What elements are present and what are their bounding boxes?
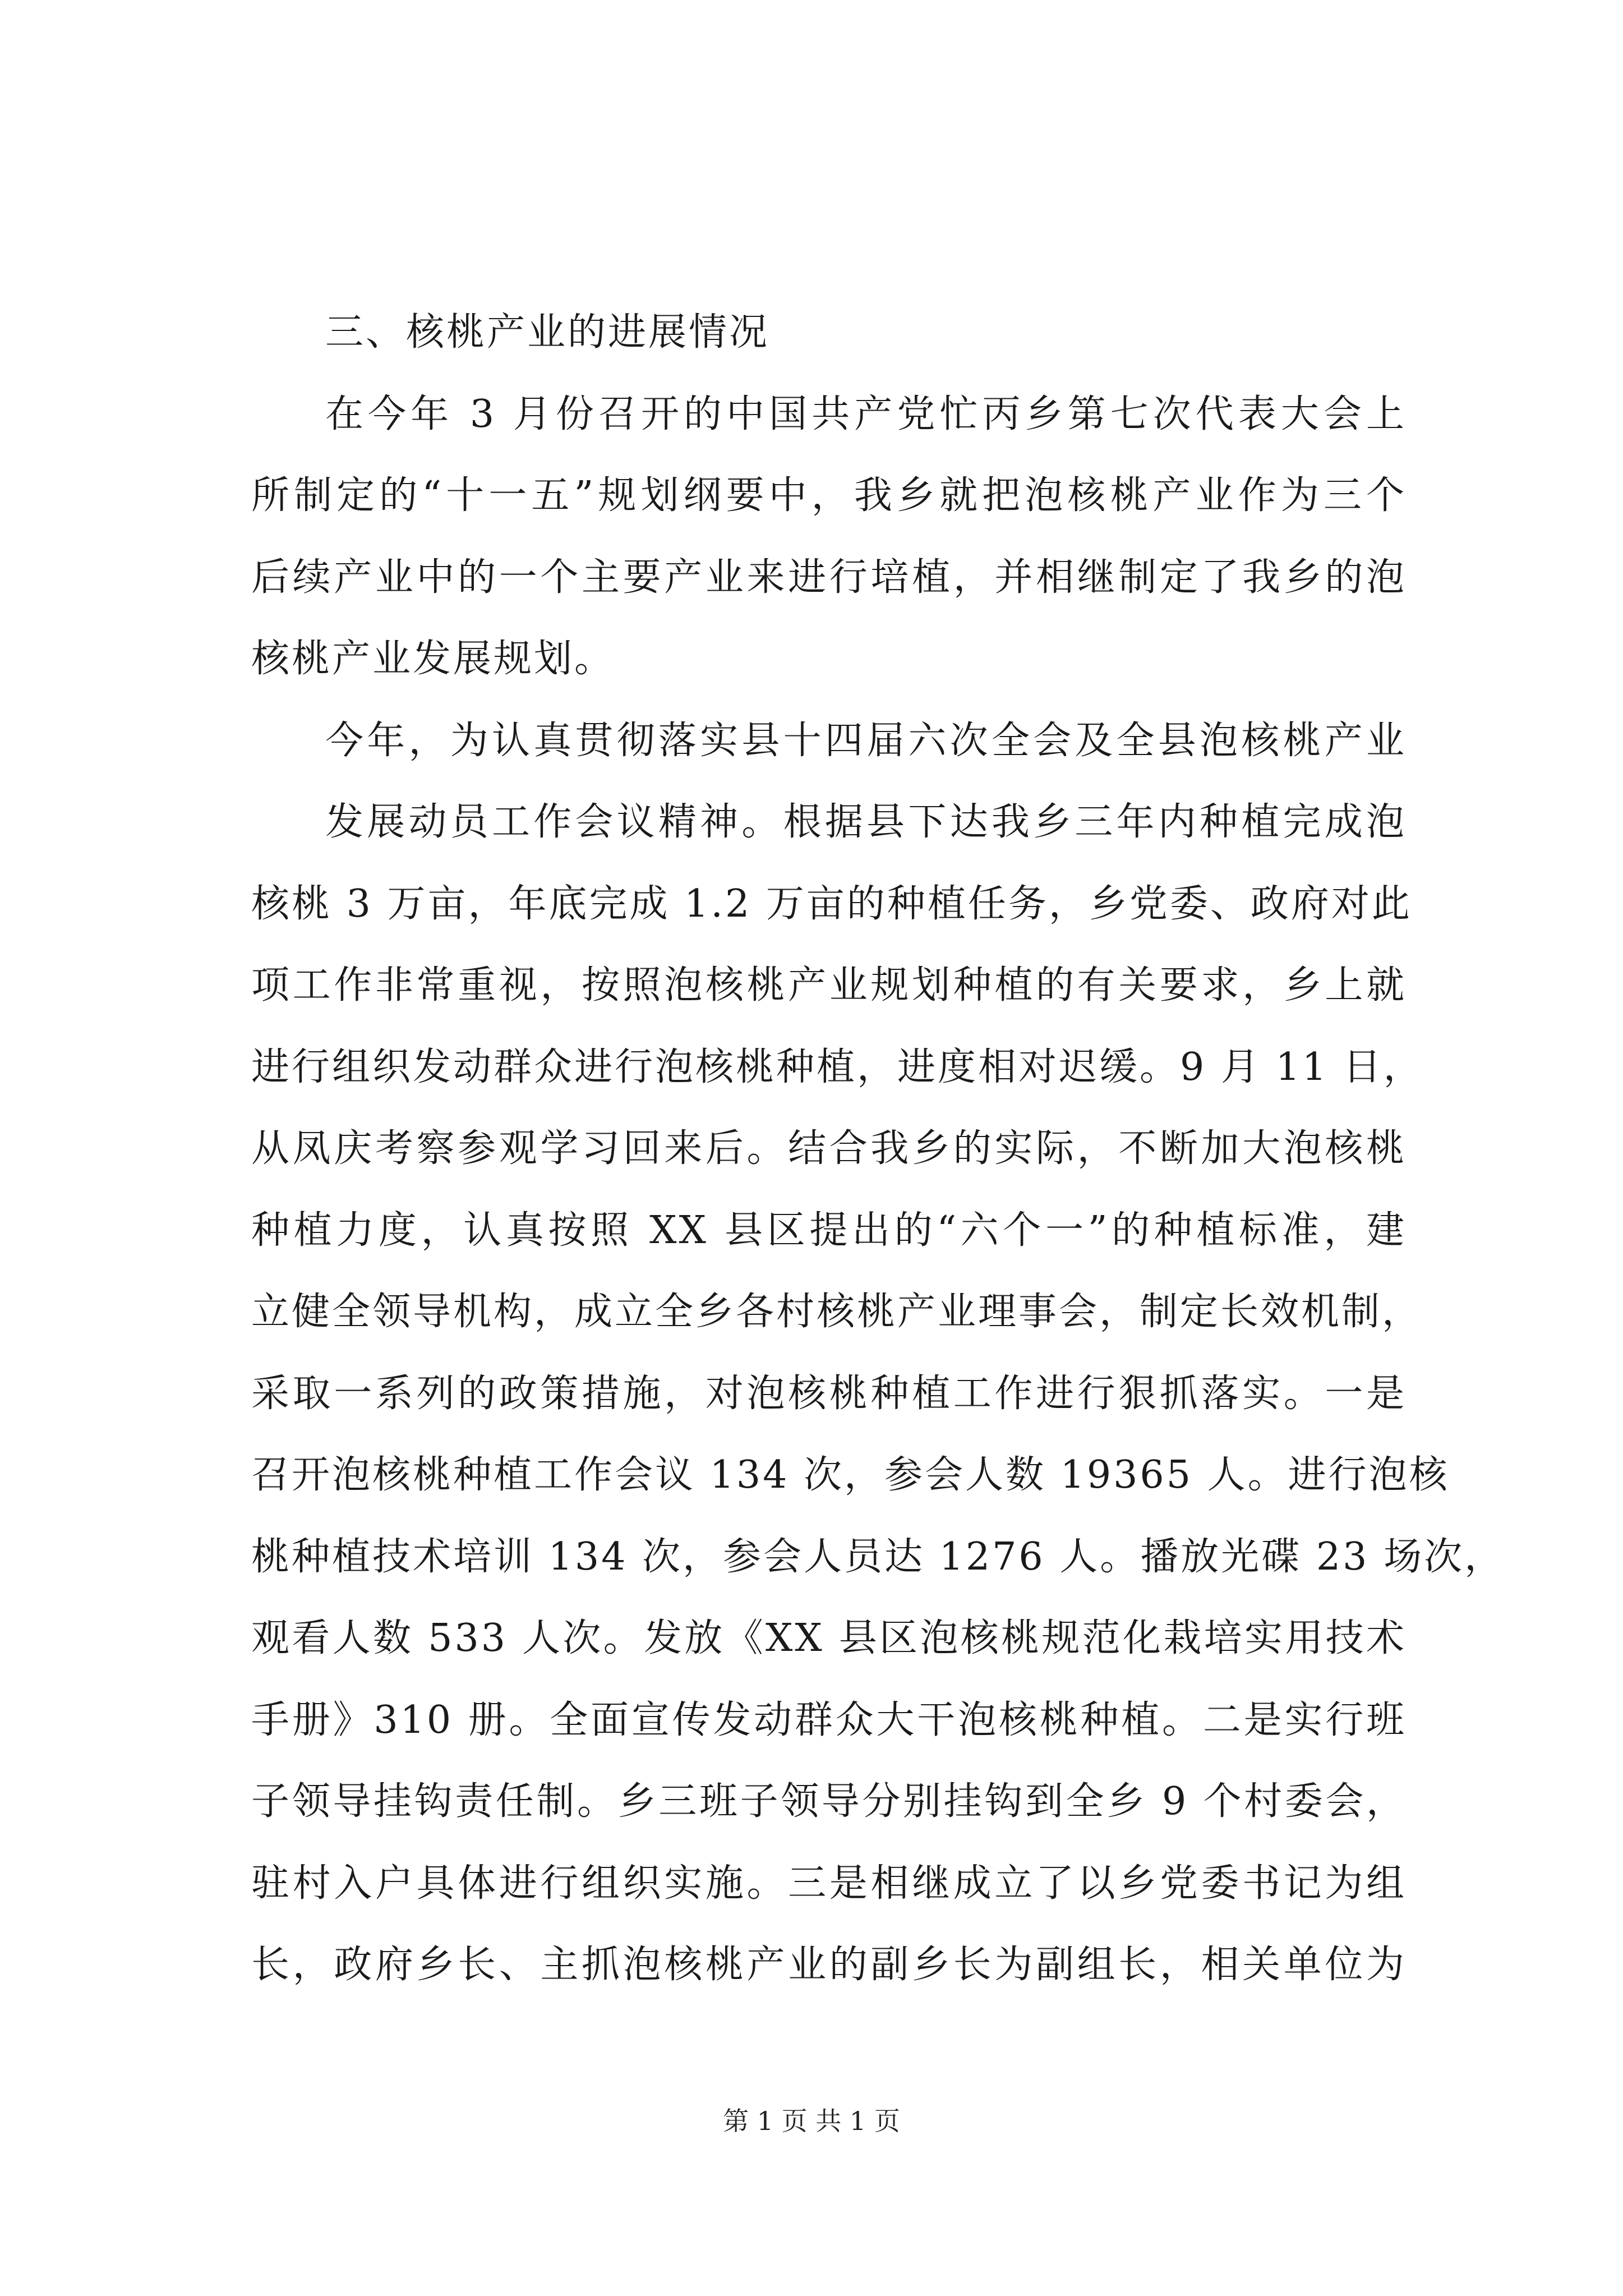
paragraph-line: 召开泡核桃种植工作会议 134 次，参会人数 19365 人。进行泡核 (251, 1453, 1450, 1497)
paragraph-line: 桃种植技术培训 134 次，参会人员达 1276 人。播放光碟 23 场次， (251, 1534, 1505, 1579)
paragraph-line: 从凤庆考察参观学习回来后。结合我乡的实际，不断加大泡核桃 (251, 1126, 1407, 1171)
paragraph-line: 采取一系列的政策措施，对泡核桃种植工作进行狠抓落实。一是 (251, 1371, 1407, 1416)
paragraph-line: 立健全领导机构，成立全乡各村核桃产业理事会，制定长效机制， (251, 1290, 1423, 1334)
page-footer: 第 1 页 共 1 页 (723, 2106, 900, 2136)
paragraph-line: 子领导挂钩责任制。乡三班子领导分别挂钩到全乡 9 个村委会， (251, 1779, 1407, 1824)
paragraph-line: 手册》310 册。全面宣传发动群众大干泡核桃种植。二是实行班 (251, 1697, 1407, 1742)
paragraph-line: 进行组织发动群众进行泡核桃种植，进度相对迟缓。9 月 11 日， (251, 1045, 1424, 1089)
paragraph-line: 发展动员工作会议精神。根据县下达我乡三年内种植完成泡 (325, 800, 1407, 844)
paragraph-line: 今年，为认真贯彻落实县十四届六次全会及全县泡核桃产业 (325, 718, 1407, 763)
paragraph-line: 在今年 3 月份召开的中国共产党忙丙乡第七次代表大会上 (325, 392, 1407, 436)
paragraph-2 (251, 700, 1505, 2006)
section-heading: 三、核桃产业的进展情况 (325, 310, 770, 355)
paragraph-line: 驻村入户具体进行组织实施。三是相继成立了以乡党委书记为组 (251, 1861, 1407, 1906)
paragraph-line: 项工作非常重视，按照泡核桃产业规划种植的有关要求，乡上就 (251, 963, 1407, 1007)
paragraph-line: 所制定的“十一五”规划纲要中，我乡就把泡核桃产业作为三个 (251, 473, 1407, 518)
paragraph-line: 后续产业中的一个主要产业来进行培植，并相继制定了我乡的泡 (251, 555, 1407, 600)
paragraph-line: 种植力度，认真按照 XX 县区提出的“六个一”的种植标准，建 (251, 1208, 1407, 1253)
document-body (251, 292, 1505, 2006)
paragraph-line: 核桃 3 万亩，年底完成 1.2 万亩的种植任务，乡党委、政府对此 (251, 881, 1412, 926)
paragraph-line: 长，政府乡长、主抓泡核桃产业的副乡长为副组长，相关单位为 (251, 1943, 1407, 1987)
paragraph-line: 核桃产业发展规划。 (251, 637, 615, 681)
paragraph-1 (251, 374, 1407, 700)
paragraph-line: 观看人数 533 人次。发放《XX 县区泡核桃规范化栽培实用技术 (251, 1616, 1407, 1660)
